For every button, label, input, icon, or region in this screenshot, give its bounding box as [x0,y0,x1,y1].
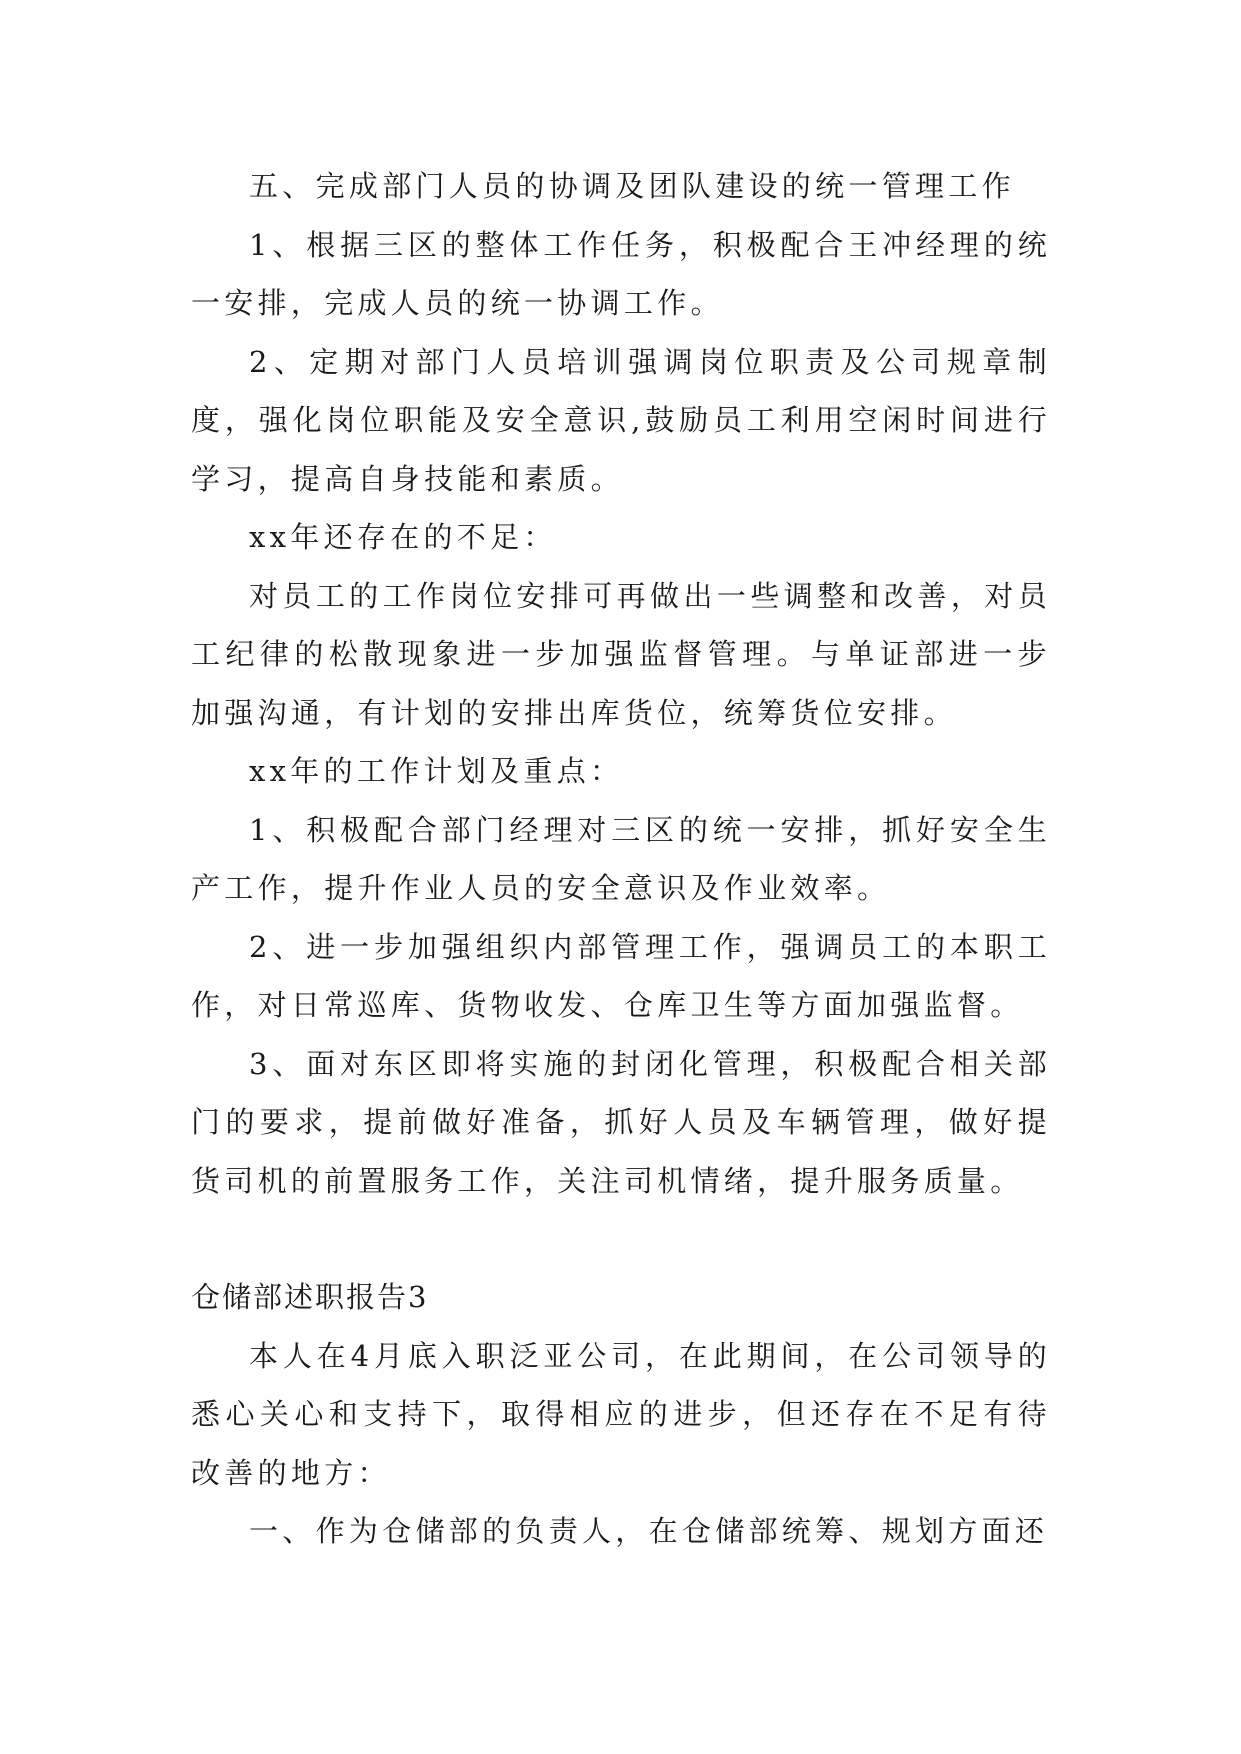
paragraph-item-2: 2、定期对部门人员培训强调岗位职责及公司规章制度，强化岗位职能及安全意识,鼓励员工利用空闲时间进行学习，提高自身技能和素质。 [191,344,1051,496]
paragraph-point-one: 一、作为仓储部的负责人，在仓储部统筹、规划方面还 [249,1514,1049,1548]
document-body [191,157,1051,1561]
paragraph-section-five-heading: 五、完成部门人员的协调及团队建设的统一管理工作 [249,169,1015,203]
paragraph-item-1: 1、根据三区的整体工作任务，积极配合王冲经理的统一安排，完成人员的统一协调工作。 [191,227,1051,320]
paragraph-shortcomings-heading: xx年还存在的不足： [249,520,557,554]
paragraph-shortcomings: 对员工的工作岗位安排可再做出一些调整和改善，对员工纪律的松散现象进一步加强监督管理。与单证部进一步加强沟通，有计划的安排出库货位，统筹货位安排。 [191,578,1051,730]
paragraph-plan-item-2: 2、进一步加强组织内部管理工作，强调员工的本职工作，对日常巡库、货物收发、仓库卫生等方面加强监督。 [191,929,1051,1022]
paragraph-plan-item-3: 3、面对东区即将实施的封闭化管理，积极配合相关部门的要求，提前做好准备，抓好人员及车辆管理，做好提货司机的前置服务工作，关注司机情绪，提升服务质量。 [191,1046,1051,1198]
paragraph-intro: 本人在4月底入职泛亚公司，在此期间，在公司领导的悉心关心和支持下，取得相应的进步，但还存在不足有待改善的地方： [191,1338,1051,1490]
section-title: 仓储部述职报告3 [191,1280,429,1314]
paragraph-plan-heading: xx年的工作计划及重点： [249,754,624,788]
section-gap [191,1210,1051,1268]
paragraph-plan-item-1: 1、积极配合部门经理对三区的统一安排，抓好安全生产工作，提升作业人员的安全意识及作业效率。 [191,812,1051,905]
